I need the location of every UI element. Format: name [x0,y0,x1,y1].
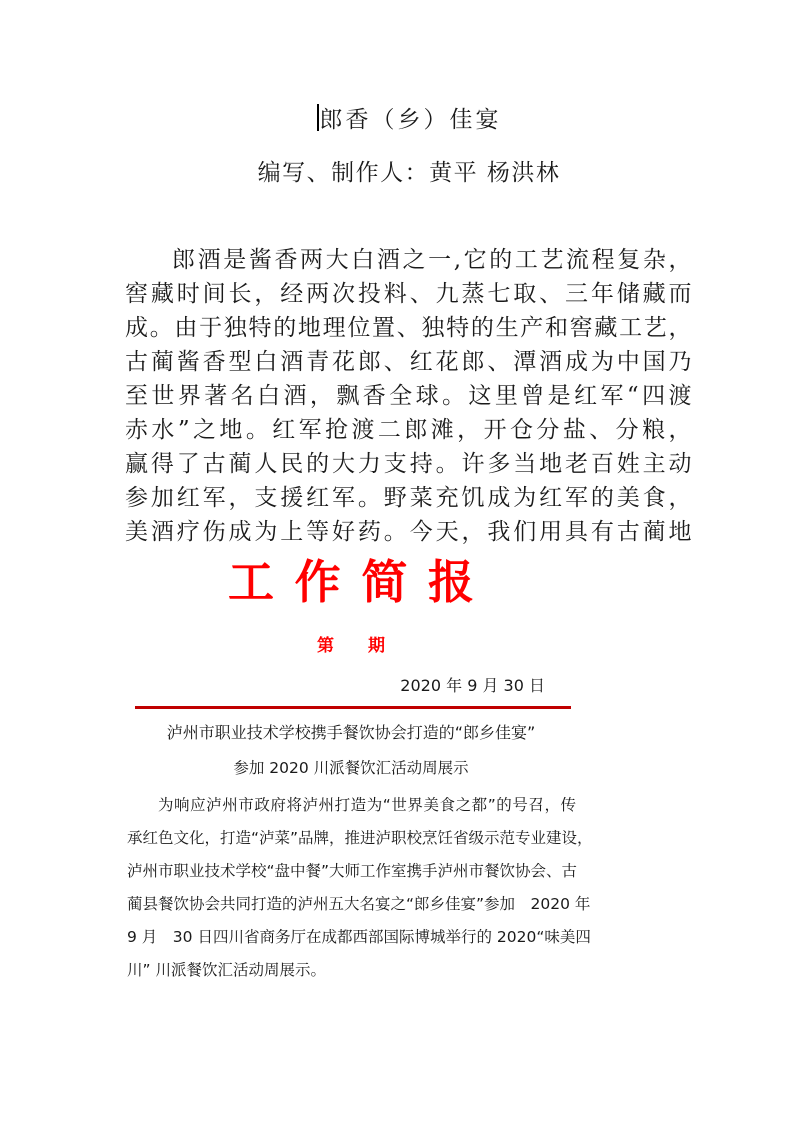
intro-line[interactable]: 窖藏时间长，经两次投料、九蒸七取、三年储藏而 [125,281,692,307]
intro-paragraph[interactable] [125,243,692,549]
briefing-masthead[interactable]: 工作简报 [227,555,495,609]
intro-line[interactable]: 赤水”之地。红军抢渡二郎滩，开仓分盐、分粮， [125,417,692,443]
intro-line[interactable]: 美酒疗伤成为上等好药。今天，我们用具有古蔺地 [125,519,692,545]
intro-line[interactable]: 郎酒是酱香两大白酒之一,它的工艺流程复杂， [172,247,692,273]
briefing-body-line[interactable]: 泸州市职业技术学校“盘中餐”大师工作室携手泸州市餐饮协会、古 [127,862,578,880]
doc-title-row[interactable] [125,101,693,134]
briefing-issue-line[interactable]: 第 期 [317,636,385,656]
briefing-body-line[interactable]: 承红色文化，打造“泸菜”品牌，推进泸职校烹饪省级示范专业建设， [127,829,593,847]
intro-line[interactable]: 古蔺酱香型白酒青花郎、红花郎、潭酒成为中国乃 [125,349,692,375]
briefing-body-line[interactable]: 为响应泸州市政府将泸州打造为“世界美食之都”的号召，传 [158,796,576,814]
briefing-body-line[interactable]: 川” 川派餐饮汇活动周展示。 [127,961,326,979]
briefing-headline-2[interactable]: 参加 2020 川派餐饮汇活动周展示 [233,759,469,777]
briefing-body-line[interactable]: 蔺县餐饮协会共同打造的泸州五大名宴之“郎乡佳宴”参加 2020 年 [127,895,591,913]
intro-line[interactable]: 赢得了古蔺人民的大力支持。许多当地老百姓主动 [125,451,692,477]
briefing-body-line[interactable]: 9 月 30 日四川省商务厅在成都西部国际博城举行的 2020“味美四 [127,928,591,946]
doc-title[interactable]: 郎香（乡）佳宴 [319,107,502,133]
doc-byline[interactable]: 编写、制作人：黄平 杨洪林 [257,160,561,186]
intro-line[interactable]: 至世界著名白酒，飘香全球。这里曾是红军“四渡 [125,383,692,409]
red-divider-rule [135,706,571,709]
intro-line[interactable]: 成。由于独特的地理位置、独特的生产和窖藏工艺， [125,315,692,341]
text-cursor [317,104,319,131]
briefing-headline-1[interactable]: 泸州市职业技术学校携手餐饮协会打造的“郎乡佳宴” [166,723,536,742]
briefing-date[interactable]: 2020 年 9 月 30 日 [400,676,545,695]
intro-line[interactable]: 参加红军，支援红军。野菜充饥成为红军的美食， [125,485,692,511]
briefing-body-paragraph[interactable] [127,789,593,987]
